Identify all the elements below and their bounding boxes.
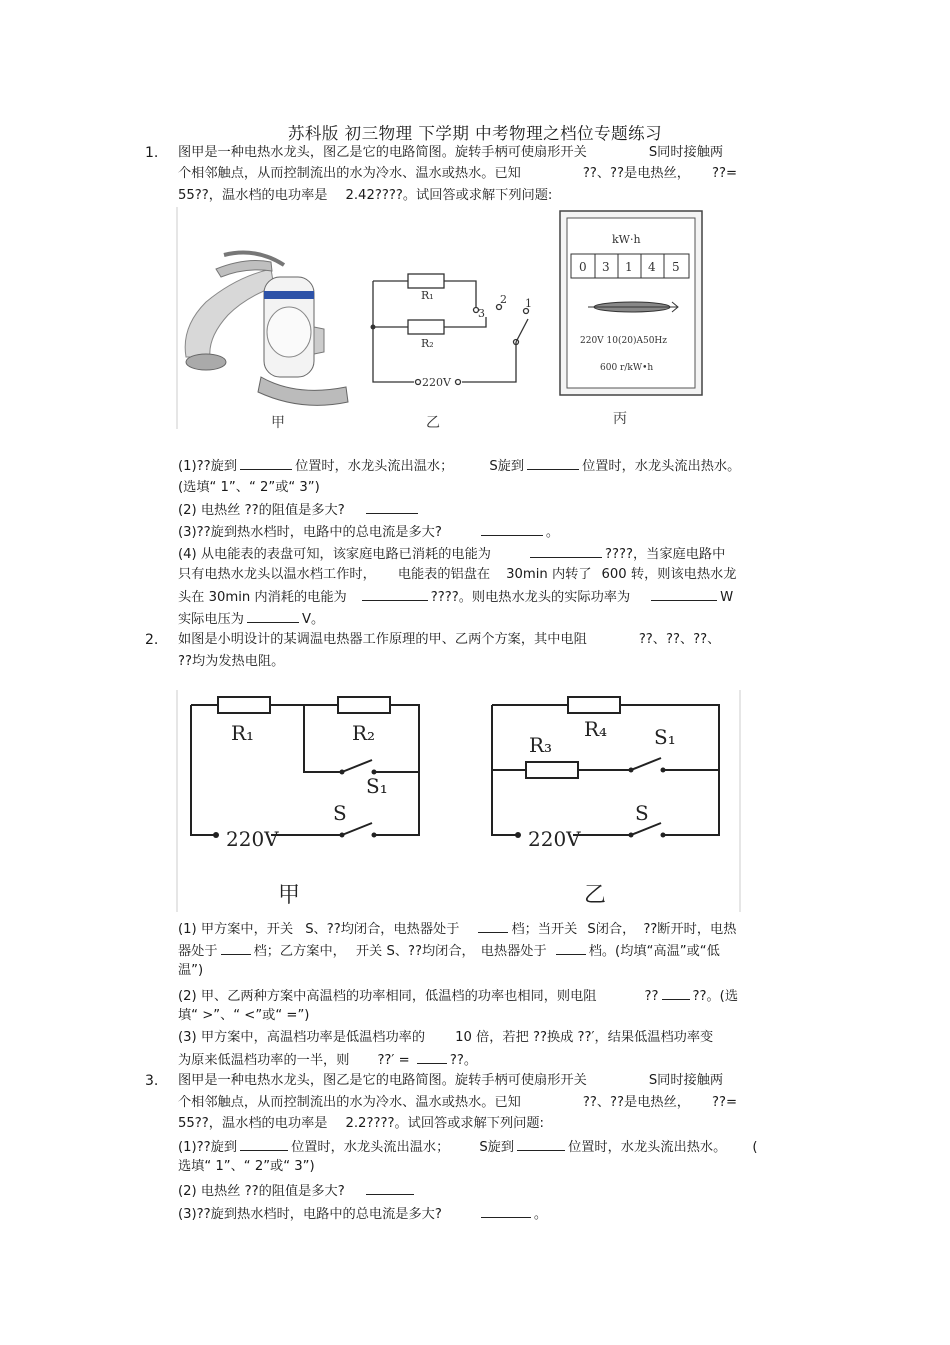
q1-figure — [176, 207, 706, 435]
circuit-jia — [191, 697, 419, 835]
q2-sub3: (3) 甲方案中，高温档功率是低温档功率的 10 倍，若把 ??换成 ??′，结果低温档功率变 — [178, 1030, 714, 1045]
q1-sub1-hint: (选填“ 1”、“ 2”或“ 3”) — [178, 480, 320, 495]
q3-text: 图甲是一种电热水龙头，图乙是它的电路简图。旋转手柄可使扇形开关 S同时接触两 — [178, 1073, 724, 1088]
q3-sub1: (1)??旋到 位置时，水龙头流出温水； S旋到 位置时，水龙头流出热水。 ( — [178, 1136, 757, 1158]
q2-figure — [176, 690, 744, 912]
r2-label: R₂ — [421, 337, 434, 350]
voltage-label: 220V — [528, 827, 581, 851]
r2-label: R₂ — [352, 721, 376, 745]
q2-sub2: (2) 甲、乙两种方案中高温档的功率相同，低温档的功率也相同，则电阻 ?? ??。(选 — [178, 985, 738, 1007]
s-label: S — [635, 801, 649, 825]
q1-sub3: (3)??旋到热水档时，电路中的总电流是多大? 。 — [178, 521, 559, 543]
meter-rating: 220V 10(20)A50Hz — [580, 336, 668, 346]
q3-text: 个相邻触点，从而控制流出的水为冷水、温水或热水。已知 ??、??是电热丝， ??= — [178, 1095, 738, 1110]
q1-text: 图甲是一种电热水龙头，图乙是它的电路简图。旋转手柄可使扇形开关 S同时接触两 — [178, 145, 724, 160]
s1-label: S₁ — [366, 774, 388, 798]
r4-label: R₄ — [584, 717, 608, 741]
faucet-photo — [185, 253, 348, 406]
terminal-2: 2 — [500, 293, 507, 306]
q1-sub4: 头在 30min 内消耗的电能为 ????。则电热水龙头的实际功率为 W — [178, 586, 733, 608]
q1-sub2: (2) 电热丝 ??的阻值是多大? — [178, 499, 421, 521]
q1-sub4: (4) 从电能表的表盘可知，该家庭电路已消耗的电能为 ????，当家庭电路中 — [178, 543, 725, 565]
terminal-1: 1 — [525, 297, 532, 310]
s1-label: S₁ — [654, 725, 676, 749]
question-number: 1. — [145, 145, 159, 161]
question-number: 2. — [145, 632, 159, 648]
q1-sub4: 实际电压为 V。 — [178, 608, 324, 630]
caption-yi: 乙 — [426, 415, 440, 431]
meter-digit: 5 — [672, 260, 680, 274]
q3-sub1-hint: 选填“ 1”、“ 2”或“ 3”) — [178, 1159, 315, 1174]
voltage-label: 220V — [226, 827, 279, 851]
terminal-3: 3 — [478, 307, 485, 320]
meter-digit: 1 — [625, 260, 633, 274]
meter-digit: 3 — [602, 260, 610, 274]
s-label: S — [333, 801, 347, 825]
r1-label: R₁ — [231, 721, 255, 745]
q2-text: 如图是小明设计的某调温电热器工作原理的甲、乙两个方案，其中电阻 ??、??、??、 — [178, 632, 721, 647]
voltage-label: 220V — [422, 376, 451, 389]
q1-sub1: (1)??旋到 位置时，水龙头流出温水； S旋到 位置时，水龙头流出热水。 — [178, 455, 740, 477]
caption-jia: 甲 — [271, 415, 285, 431]
q1-text: 个相邻触点，从而控制流出的水为冷水、温水或热水。已知 ??、??是电热丝， ??= — [178, 166, 738, 181]
page-title: 苏科版 初三物理 下学期 中考物理之档位专题练习 — [287, 124, 663, 143]
q3-text: 55??，温水档的电功率是 2.2????。试回答或求解下列问题: — [178, 1116, 544, 1131]
question-number: 3. — [145, 1073, 159, 1089]
r1-label: R₁ — [421, 289, 434, 302]
meter-unit: kW·h — [612, 233, 641, 246]
circuit-yi — [373, 274, 529, 385]
q1-text: 55??，温水档的电功率是 2.42????。试回答或求解下列问题: — [178, 188, 553, 203]
caption-bing: 丙 — [613, 411, 627, 427]
q2-sub1: 温”) — [178, 963, 204, 978]
r3-label: R₃ — [529, 733, 553, 757]
q1-sub4: 只有电热水龙头以温水档工作时， 电能表的铝盘在 30min 内转了 600 转，则该电热水龙 — [178, 567, 737, 582]
caption-yi: 乙 — [584, 883, 607, 908]
caption-jia: 甲 — [278, 883, 301, 908]
q3-sub3: (3)??旋到热水档时，电路中的总电流是多大? 。 — [178, 1203, 547, 1225]
q3-sub2: (2) 电热丝 ??的阻值是多大? — [178, 1180, 417, 1202]
q2-sub1: 器处于 档；乙方案中， 开关 S、??均闭合， 电热器处于 档。(均填“高温”或“低 — [178, 940, 720, 962]
q2-sub2: 填“ >”、“ <”或“ =”) — [178, 1008, 310, 1023]
q2-sub1: (1) 甲方案中，开关 S、??均闭合，电热器处于 档；当开关 S闭合， ??断开时，电热 — [178, 918, 736, 940]
q2-text: ??均为发热电阻。 — [178, 654, 285, 669]
meter-digit: 0 — [579, 260, 587, 274]
meter-digit: 4 — [648, 260, 656, 274]
q2-sub3: 为原来低温档功率的一半，则 ??′ = ??。 — [178, 1049, 477, 1071]
meter-revolutions: 600 r/kW•h — [600, 363, 654, 373]
